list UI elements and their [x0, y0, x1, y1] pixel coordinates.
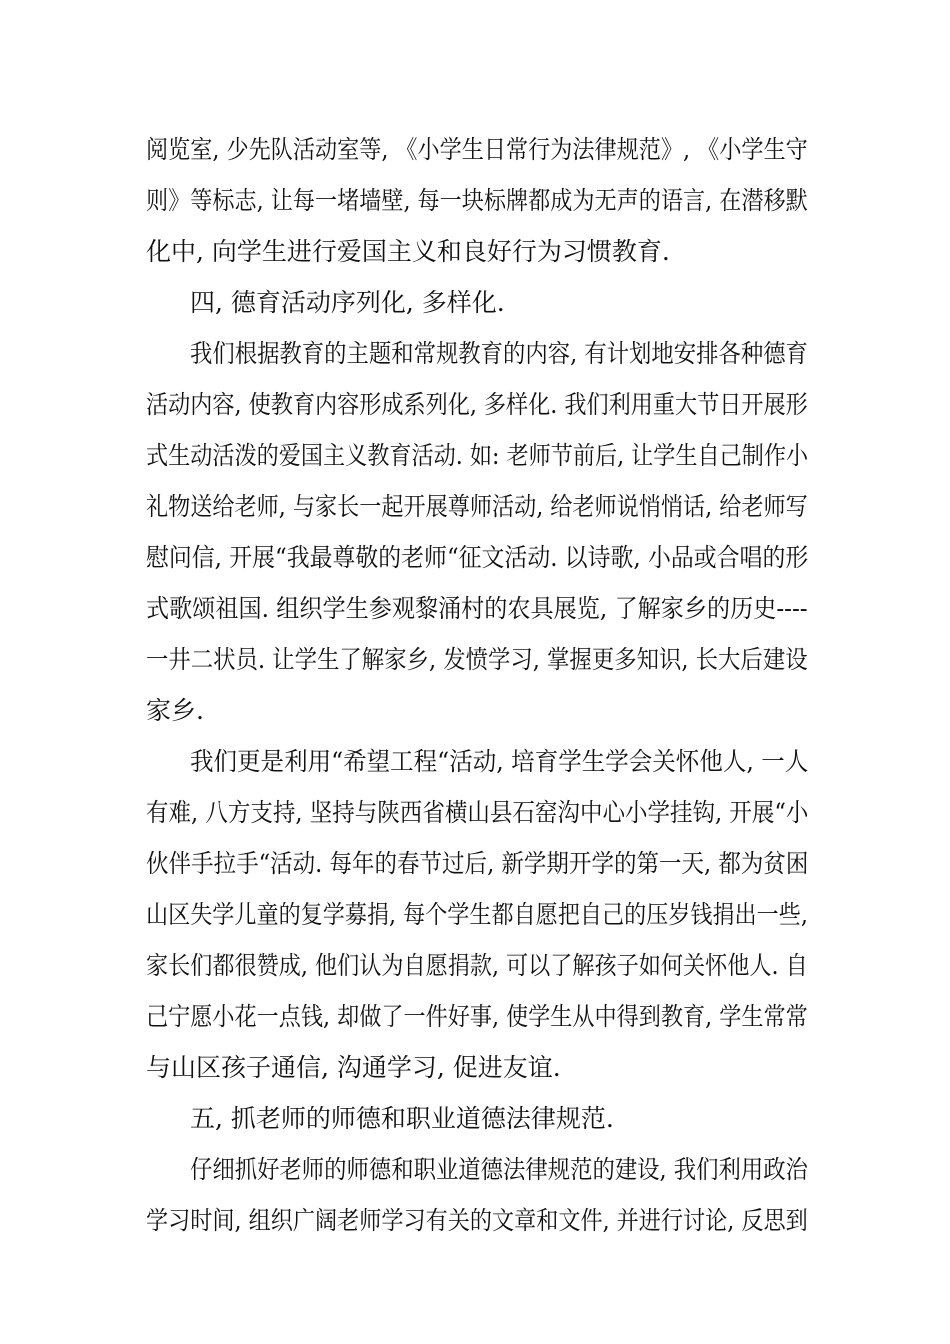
text-line: 式歌颂祖国. 组织学生参观黎涌村的农具展览, 了解家乡的历史----: [146, 594, 808, 623]
text-line: 阅览室, 少先队活动室等, 《小学生日常行为法律规范》, 《小学生守: [146, 135, 808, 164]
text-line: 仔细抓好老师的师德和职业道德法律规范的建设, 我们利用政治: [190, 1155, 808, 1184]
text-line: 礼物送给老师, 与家长一起开展尊师活动, 给老师说悄悄话, 给老师写: [146, 492, 808, 521]
text-line: 我们根据教育的主题和常规教育的内容, 有计划地安排各种德育: [190, 339, 808, 368]
text-line: 慰问信, 开展“我最尊敬的老师“征文活动. 以诗歌, 小品或合唱的形: [146, 543, 809, 572]
section-heading: 四, 德育活动序列化, 多样化.: [190, 288, 505, 317]
text-line: 化中, 向学生进行爱国主义和良好行为习惯教育.: [146, 237, 670, 266]
section-heading: 五, 抓老师的师德和职业道德法律规范.: [190, 1104, 614, 1133]
text-line: 一井二状员. 让学生了解家乡, 发愤学习, 掌握更多知识, 长大后建设: [146, 645, 808, 674]
text-line: 山区失学儿童的复学募捐, 每个学生都自愿把自己的压岁钱捐出一些,: [146, 900, 808, 929]
text-line: 家长们都很赞成, 他们认为自愿捐款, 可以了解孩子如何关怀他人. 自: [146, 951, 808, 980]
text-line: 有难, 八方支持, 坚持与陕西省横山县石窑沟中心小学挂钩, 开展“小: [146, 798, 809, 827]
text-line: 活动内容, 使教育内容形成系列化, 多样化. 我们利用重大节日开展形: [146, 390, 808, 419]
text-line: 与山区孩子通信, 沟通学习, 促进友谊.: [146, 1053, 561, 1082]
text-line: 家乡.: [146, 696, 204, 725]
text-line: 己宁愿小花一点钱, 却做了一件好事, 使学生从中得到教育, 学生常常: [146, 1002, 808, 1031]
text-line: 我们更是利用“希望工程“活动, 培育学生学会关怀他人, 一人: [190, 747, 809, 776]
text-line: 学习时间, 组织广阔老师学习有关的文章和文件, 并进行讨论, 反思到: [146, 1206, 808, 1235]
text-line: 则》等标志, 让每一堵墙壁, 每一块标牌都成为无声的语言, 在潜移默: [146, 186, 808, 215]
text-line: 式生动活泼的爱国主义教育活动. 如: 老师节前后, 让学生自己制作小: [146, 441, 809, 470]
text-line: 伙伴手拉手“活动. 每年的春节过后, 新学期开学的第一天, 都为贫困: [146, 849, 809, 878]
